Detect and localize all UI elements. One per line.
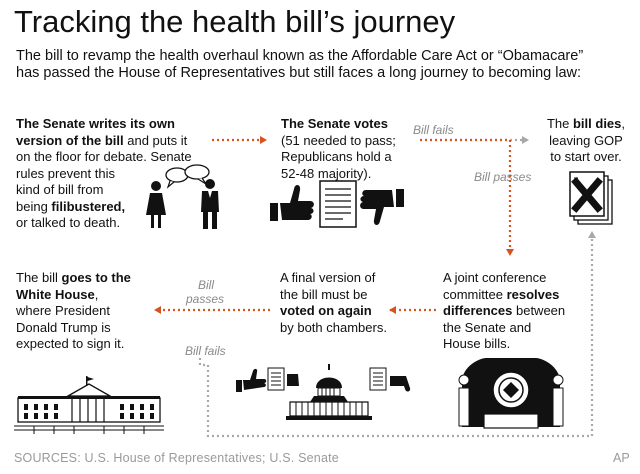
intro-line-2: has passed the House of Representatives but still faces a long journey to becoming law: (16, 65, 582, 81)
step-senate-votes: The Senate votes (51 needed to pass; Republicans hold a 52-48 majority). (281, 116, 396, 181)
thumbs-up-icon (270, 185, 314, 221)
step-bill-dies: The bill dies, leaving GOP to start over. (546, 116, 626, 164)
step-final-vote: A final version of the bill must be voted on again by both chambers. (280, 270, 387, 335)
arrow-votes-to-conference (420, 140, 510, 255)
document-icon (320, 181, 356, 227)
intro-line-1: The bill to revamp the health overhaul known as the Affordable Care Act or “Obamacare” (16, 48, 584, 64)
vote-icons (268, 175, 408, 233)
white-house-icon (14, 376, 164, 438)
label-bill-passes-bottom-1: Bill (198, 278, 215, 292)
step-conference: A joint conference committee resolves differences between the Senate and House bills. (443, 270, 566, 351)
footer-sources: SOURCES: U.S. House of Representatives; U.S. Senate (14, 451, 339, 465)
senators-debate-icon (140, 162, 230, 232)
label-bill-fails-bottom: Bill fails (185, 344, 226, 358)
rejected-bill-icon (568, 172, 616, 232)
thumbs-down-icon (360, 189, 404, 225)
page-title: Tracking the health bill’s journey (14, 4, 456, 39)
step-white-house: The bill goes to the White House, where President Donald Trump is expected to sign it. (16, 270, 131, 351)
footer-credit: AP (613, 451, 630, 465)
capitol-vote-icon (234, 364, 424, 424)
conference-committee-icon (456, 352, 566, 432)
label-bill-passes-bottom-2: passes (186, 292, 225, 306)
label-bill-passes-right: Bill passes (474, 170, 532, 184)
step-senate-writes: The Senate writes its own version of the bill and puts it on the floor for debate. Senate rules prevent this kind of bill from being filibustered, or talked to death. (16, 116, 192, 230)
label-bill-fails-top: Bill fails (413, 123, 454, 137)
